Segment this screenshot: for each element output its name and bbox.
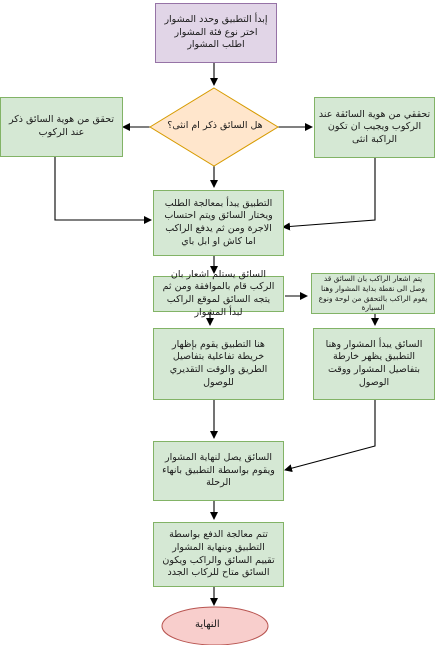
processing-node: التطبيق يبدأ بمعالجة الطلب ويختار السائق ويتم احتساب الاجرة ومن ثم يدفع الراكب اما كاش او ابل باي [153,190,284,256]
start-node: إبدأ التطبيق وحدد المشوار اختر نوع فئة المشوار اطلب المشوار [155,3,277,63]
map-display-node: هنا التطبيق يقوم بإظهار خريطة تفاعلية بتفاصيل الطريق والوقت التقديري للوصول [153,328,284,400]
right-check-node: تحققي من هوية السائقة عند الركوب ويجيب ان تكون الراكبة انثى [314,97,435,158]
driver-notified-node: السائق يستلم اشعار بان الركب قام بالموافقة ومن ثم يتجه السائق لموقع الراكب لبدأ المشوار [153,276,284,312]
left-check-node: تحقق من هوية السائق ذكر عند الركوب [0,97,123,157]
rider-notified-node: يتم اشعار الراكب بان السائق قد وصل الى نقطة بداية المشوار وهنا يقوم الراكب بالتحقق من لوحة ونوع السيارة [311,273,435,314]
arrow-right-check-to-processing [283,158,375,227]
trip-end-node: السائق يصل لنهاية المشوار ويقوم بواسطة التطبيق بانهاء الرحلة [153,441,284,501]
decision-label: هل السائق ذكر ام انثى؟ [167,120,263,131]
end-label: النهاية [195,619,220,630]
arrow-left-check-to-processing [55,157,151,220]
trip-start-node: السائق يبدأ المشوار وهنا التطبيق يظهر خارطة بتفاصيل المشوار ووقت الوصول [313,328,435,400]
arrow-trip-start-to-trip-end [285,400,375,470]
payment-node: تتم معالجة الدفع بواسطة التطبيق وبنهاية المشوار تقييم السائق والراكب ويكون السائق متاح للركاب الجدد [153,522,284,587]
